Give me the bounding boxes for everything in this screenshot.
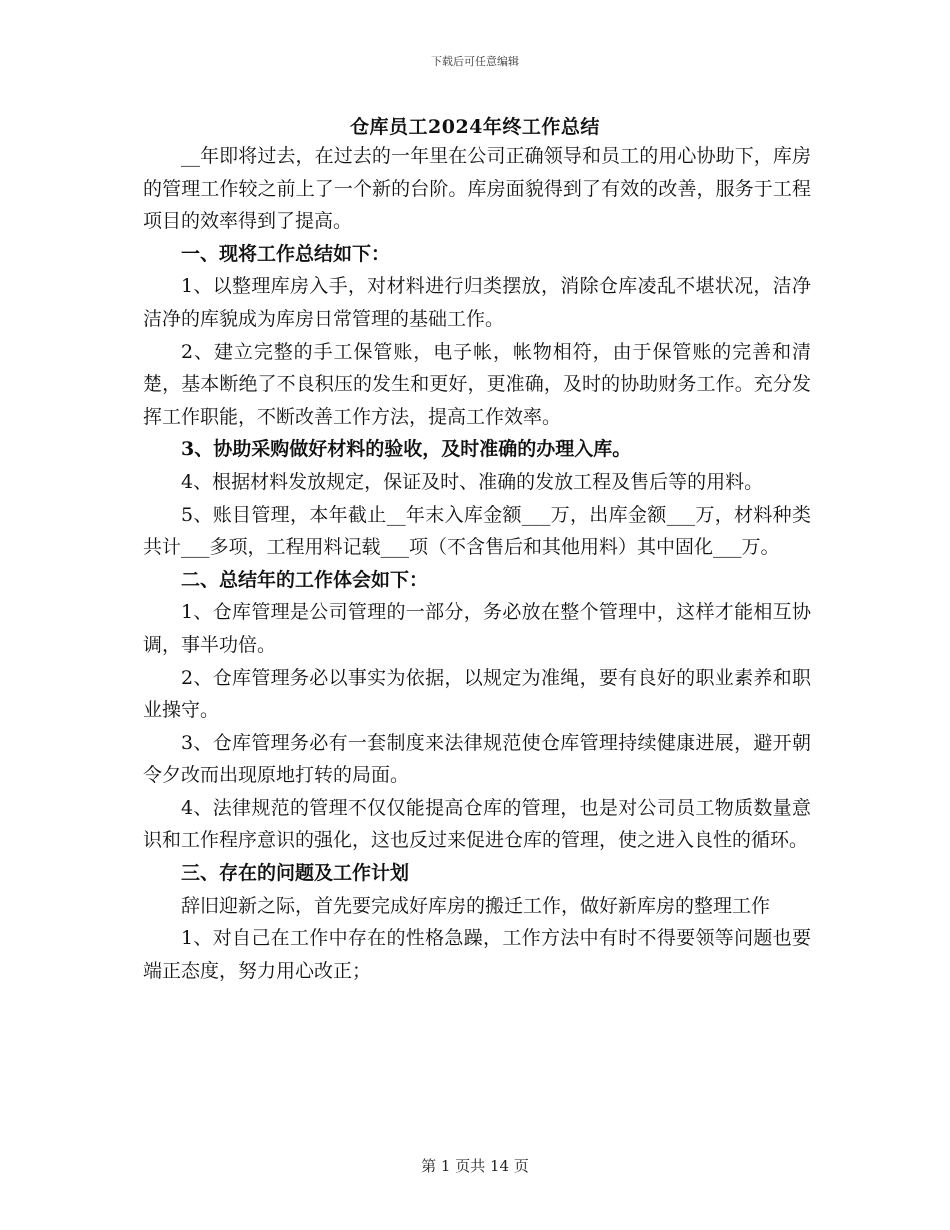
section-heading-3: 三、存在的问题及工作计划: [181, 862, 410, 885]
list-item: 1、仓库管理是公司管理的一部分，务必放在整个管理中，这样才能相互协调，事半功倍。: [143, 601, 811, 656]
intro-paragraph: __年即将过去，在过去的一年里在公司正确领导和员工的用心协助下，库房的管理工作较之前上了一个新的台阶。库房面貌得到了有效的改善，服务于工程项目的效率得到了提高。: [143, 145, 811, 233]
section-heading-2: 二、总结年的工作体会如下：: [181, 568, 429, 591]
list-item: 1、以整理库房入手，对材料进行归类摆放，消除仓库凌乱不堪状况，洁净洁净的库貌成为库房日常管理的基础工作。: [143, 275, 811, 330]
header-note: 下载后可任意编辑: [431, 55, 519, 68]
list-item: 4、法律规范的管理不仅仅能提高仓库的管理，也是对公司员工物质数量意识和工作程序意识的强化，这也反过来促进仓库的管理，使之进入良性的循环。: [143, 796, 811, 852]
page-number-footer: 第 1 页共 14 页: [421, 1157, 529, 1175]
list-item: 2、建立完整的手工保管账，电子帐，帐物相符，由于保管账的完善和清楚，基本断绝了不良积压的发生和更好，更准确，及时的协助财务工作。充分发挥工作职能，不断改善工作方法，提高工作效率。: [143, 340, 811, 428]
list-item: 2、仓库管理务必以事实为依据，以规定为准绳，要有良好的职业素养和职业操守。: [143, 666, 811, 722]
section-heading-1: 一、现将工作总结如下：: [181, 242, 391, 265]
list-item-bold: 3、协助采购做好材料的验收，及时准确的办理入库。: [181, 438, 632, 461]
document-body: [143, 140, 811, 987]
list-item: 1、对自己在工作中存在的性格急躁，工作方法中有时不得要领等问题也要端正态度，努力用心改正；: [143, 927, 811, 982]
list-item: 5、账目管理，本年截止__年末入库金额___万，出库金额___万，材料种类共计___多项，工程用料记载___项（不含售后和其他用料）其中固化___万。: [143, 503, 811, 559]
document-title: 仓库员工2024年终工作总结: [350, 116, 600, 138]
list-item: 3、仓库管理务必有一套制度来法律规范使仓库管理持续健康进展，避开朝令夕改而出现原地打转的局面。: [143, 731, 811, 787]
list-item: 4、根据材料发放规定，保证及时、准确的发放工程及售后等的用料。: [181, 470, 764, 493]
plan-paragraph: 辞旧迎新之际，首先要完成好库房的搬迁工作，做好新库房的整理工作: [181, 894, 771, 917]
